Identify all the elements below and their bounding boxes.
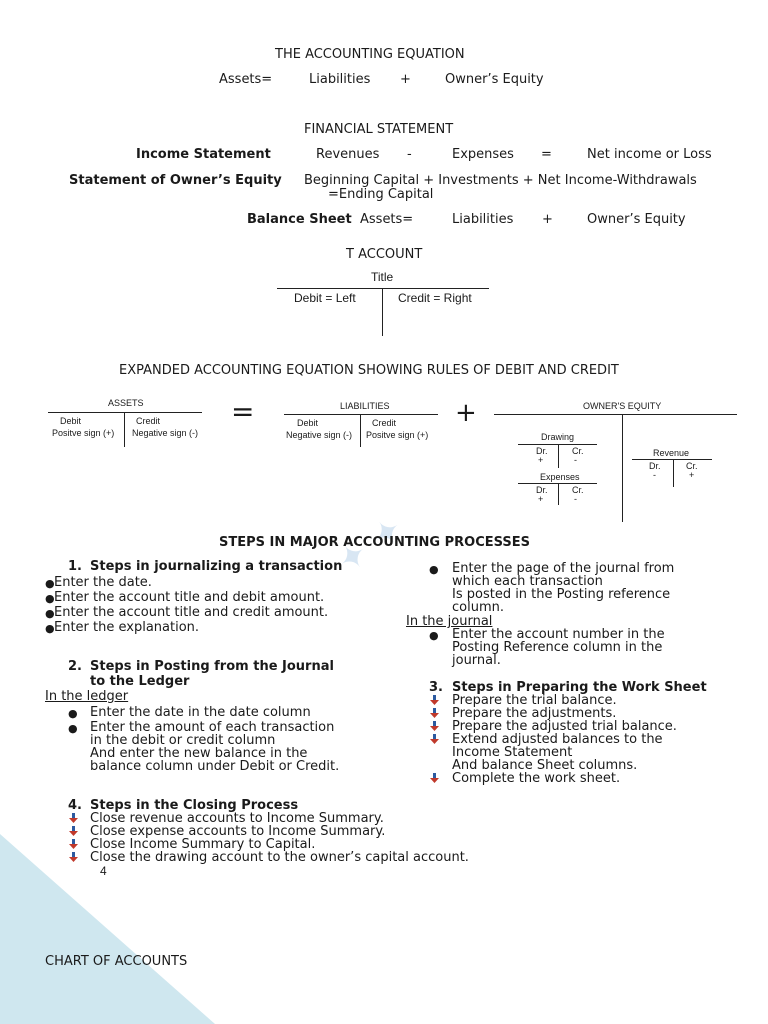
- bs-label: Balance Sheet: [247, 212, 352, 227]
- expenses-cr-sign: -: [574, 494, 577, 504]
- soe-line1: Beginning Capital + Investments + Net Income-Withdrawals: [304, 173, 697, 188]
- bullet-icon: ●: [45, 607, 55, 620]
- drawing-dr: Dr.: [536, 446, 548, 456]
- drawing-title: Drawing: [541, 432, 575, 442]
- liabilities-credit-rule: Positve sign (+): [366, 430, 429, 440]
- step2-item-line: Enter the amount of each transaction: [90, 720, 335, 735]
- assets-debit: Debit: [60, 416, 82, 426]
- step4-item: Close Income Summary to Capital.: [90, 837, 316, 852]
- eq-equity: Owner’s Equity: [445, 72, 544, 87]
- t-account-hline: [277, 288, 489, 289]
- expenses-vline: [558, 483, 559, 505]
- revenue-dr: Dr.: [649, 461, 661, 471]
- bullet-icon: ●: [429, 629, 439, 642]
- step2-item-line: And enter the new balance in the: [90, 746, 308, 761]
- soe-label: Statement of Owner’s Equity: [69, 173, 282, 188]
- income-statement-label: Income Statement: [136, 147, 271, 162]
- arrow-bullet-icon: [430, 708, 440, 719]
- bullet-icon: ●: [45, 622, 55, 635]
- right-item1-line: Enter the page of the journal from: [452, 561, 675, 576]
- step4-number: 4.: [68, 798, 82, 813]
- income-result: Net income or Loss: [587, 147, 712, 162]
- bs-plus: +: [542, 212, 553, 227]
- step3-item: And balance Sheet columns.: [452, 758, 638, 773]
- step2-title-line1: Steps in Posting from the Journal: [90, 659, 334, 674]
- revenue-hline: [632, 459, 712, 460]
- step4-item: Close revenue accounts to Income Summary.: [90, 811, 384, 826]
- step2-item-line: balance column under Debit or Credit.: [90, 759, 340, 774]
- t-account-title: Title: [371, 270, 394, 284]
- step2-number: 2.: [68, 659, 82, 674]
- drawing-cr: Cr.: [572, 446, 584, 456]
- bullet-icon: ●: [429, 563, 439, 576]
- liabilities-debit: Debit: [297, 418, 319, 428]
- bs-equity: Owner’s Equity: [587, 212, 686, 227]
- page-title: THE ACCOUNTING EQUATION: [275, 47, 465, 62]
- bs-assets: Assets=: [360, 212, 414, 227]
- soe-line2: =Ending Capital: [328, 187, 434, 202]
- assets-credit: Credit: [136, 416, 161, 426]
- step2-title-line2: to the Ledger: [90, 674, 190, 689]
- step3-item: Prepare the trial balance.: [452, 693, 617, 708]
- arrow-bullet-icon: [69, 813, 79, 824]
- owners-equity-vline: [622, 414, 623, 522]
- drawing-cr-sign: -: [574, 455, 577, 465]
- income-minus: -: [407, 147, 412, 162]
- t-account-debit: Debit = Left: [294, 291, 356, 305]
- watermark: ✦ ✦: [330, 508, 412, 582]
- step3-item: Prepare the adjusted trial balance.: [452, 719, 677, 734]
- income-expenses: Expenses: [452, 147, 514, 162]
- page-number: 4: [100, 864, 107, 878]
- right-item2-line: Enter the account number in the: [452, 627, 665, 642]
- step1-number: 1.: [68, 559, 82, 574]
- step1-item: Enter the explanation.: [54, 620, 200, 635]
- right-item1-line: which each transaction: [452, 574, 603, 589]
- bullet-icon: ●: [45, 577, 55, 590]
- step4-item: Close expense accounts to Income Summary.: [90, 824, 386, 839]
- t-account-vline: [382, 288, 383, 336]
- expenses-cr: Cr.: [572, 485, 584, 495]
- step1-title: Steps in journalizing a transaction: [90, 559, 343, 574]
- arrow-bullet-icon: [430, 721, 440, 732]
- t-account-heading: T ACCOUNT: [346, 247, 423, 262]
- right-item1-line: column.: [452, 600, 504, 615]
- chart-of-accounts-heading: CHART OF ACCOUNTS: [45, 954, 188, 969]
- arrow-bullet-icon: [69, 852, 79, 863]
- step2-item: Enter the date in the date column: [90, 705, 311, 720]
- assets-debit-rule: Positve sign (+): [52, 428, 115, 438]
- assets-hline: [48, 412, 202, 413]
- owners-equity-title: OWNER'S EQUITY: [583, 401, 662, 411]
- bullet-icon: ●: [45, 592, 55, 605]
- expenses-title: Expenses: [540, 472, 580, 482]
- assets-credit-rule: Negative sign (-): [132, 428, 199, 438]
- income-equals: =: [541, 147, 552, 162]
- liabilities-title: LIABILITIES: [340, 401, 390, 411]
- step3-item: Prepare the adjustments.: [452, 706, 617, 721]
- expanded-heading: EXPANDED ACCOUNTING EQUATION SHOWING RULES OF DEBIT AND CREDIT: [119, 363, 619, 378]
- right-subheading: In the journal: [406, 614, 493, 629]
- bullet-icon: ●: [68, 722, 78, 735]
- bs-liabilities: Liabilities: [452, 212, 514, 227]
- steps-heading: STEPS IN MAJOR ACCOUNTING PROCESSES: [219, 535, 530, 550]
- expanded-plus: +: [455, 398, 477, 428]
- revenue-title: Revenue: [653, 448, 690, 458]
- revenue-dr-sign: -: [653, 470, 656, 480]
- expenses-dr-sign: +: [538, 494, 544, 504]
- owners-equity-hline: [494, 414, 737, 415]
- right-item2-line: Posting Reference column in the: [452, 640, 663, 655]
- bullet-icon: ●: [68, 707, 78, 720]
- liabilities-credit: Credit: [372, 418, 397, 428]
- assets-vline: [124, 412, 125, 447]
- step1-item: Enter the account title and credit amount.: [54, 605, 329, 620]
- revenue-cr: Cr.: [686, 461, 698, 471]
- arrow-bullet-icon: [69, 826, 79, 837]
- step1-item: Enter the account title and debit amount.: [54, 590, 325, 605]
- step3-item: Complete the work sheet.: [452, 771, 621, 786]
- liabilities-hline: [284, 414, 438, 415]
- arrow-bullet-icon: [430, 734, 440, 745]
- step3-number: 3.: [429, 680, 443, 695]
- right-item2-line: journal.: [452, 653, 501, 668]
- eq-plus: +: [400, 72, 411, 87]
- expenses-dr: Dr.: [536, 485, 548, 495]
- income-revenues: Revenues: [316, 147, 380, 162]
- fs-heading: FINANCIAL STATEMENT: [304, 122, 454, 137]
- assets-title: ASSETS: [108, 398, 144, 408]
- step3-item: Extend adjusted balances to the: [452, 732, 663, 747]
- revenue-cr-sign: +: [689, 470, 695, 480]
- right-item1-line: Is posted in the Posting reference: [452, 587, 671, 602]
- arrow-bullet-icon: [430, 695, 440, 706]
- expanded-equals: =: [231, 395, 255, 428]
- liabilities-vline: [360, 414, 361, 447]
- drawing-dr-sign: +: [538, 455, 544, 465]
- eq-liabilities: Liabilities: [309, 72, 371, 87]
- step4-item: Close the drawing account to the owner’s capital account.: [90, 850, 469, 865]
- arrow-bullet-icon: [430, 773, 440, 784]
- step2-item-line: in the debit or credit column: [90, 733, 276, 748]
- t-account-credit: Credit = Right: [398, 291, 472, 305]
- step4-title: Steps in the Closing Process: [90, 798, 299, 813]
- eq-assets: Assets=: [219, 72, 273, 87]
- step1-item: Enter the date.: [54, 575, 152, 590]
- step3-item: Income Statement: [452, 745, 573, 760]
- revenue-vline: [673, 459, 674, 487]
- step3-title: Steps in Preparing the Work Sheet: [452, 680, 707, 695]
- liabilities-debit-rule: Negative sign (-): [286, 430, 353, 440]
- arrow-bullet-icon: [69, 839, 79, 850]
- step2-subheading: In the ledger: [45, 689, 129, 704]
- drawing-vline: [558, 444, 559, 468]
